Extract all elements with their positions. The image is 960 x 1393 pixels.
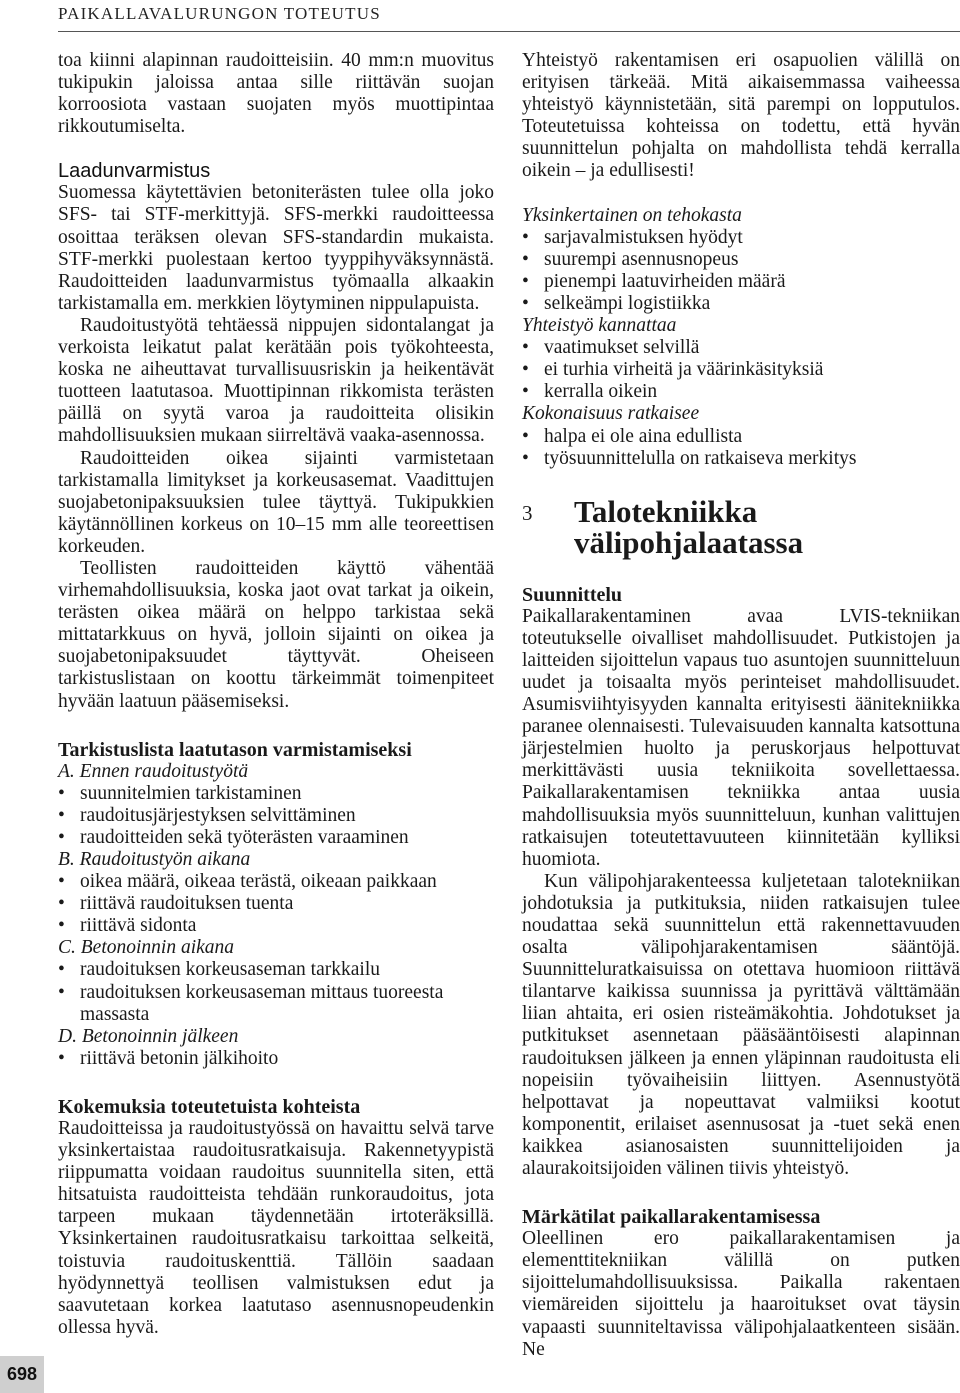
section-title: [574, 493, 804, 560]
bullet-list: [58, 1048, 494, 1070]
checklist-group-title: A. Ennen raudoitustyötä: [58, 760, 249, 782]
section-title-line: Talotekniikka: [574, 493, 758, 529]
bullet-list: [522, 337, 960, 403]
bullet-list: [522, 227, 960, 315]
right-column: [522, 50, 960, 1361]
checklist-group-title: B. Raudoitustyön aikana: [58, 849, 251, 870]
list-item: • pienempi laatuvirheiden määrä: [522, 271, 960, 293]
list-item: • raudoitusjärjestyksen selvittäminen: [58, 805, 494, 827]
checklist-group-title: C. Betonoinnin aikana: [58, 937, 235, 959]
list-item: • riittävä betonin jälkihoito: [58, 1048, 494, 1070]
list-item: • suurempi asennusnopeus: [522, 249, 960, 271]
paragraph: Raudoitteiden oikea sijainti varmistetaan tarkistamalla limitykset ja korkeusasemat. Vaadittujen suojabetonipaksuuksien tulee täyttyä. Tukipukkien käytännöllinen korkeus on 10–15 mm alle teoreettisen korkeuden.: [58, 447, 494, 557]
paragraph: Oleellinen ero paikallarakentamisen ja elementtitekniikan välillä on putken sijoittelumahdollisuuksissa. Paikalla rakentaen viemäreiden sijoittelu ja haaroitukset ovat täysin vapaasti suunniteltavissa välipohjalaatkenteen sisään. Ne: [522, 1228, 960, 1360]
bullet-list: [58, 871, 494, 937]
paragraph: Teollisten raudoitteiden käyttö vähentää virhemahdollisuuksia, koska jaot ovat tarkat ja oikein, terästen oikea määrä on helppo tarkistaa sekä mittatarkkuus on hyvä, jolloin sijainti on oikea ja suojabetonipaksuudet täyttyvät. Oheiseen tarkistuslistaan on koottu tärkeimmät toimenpiteet hyvään laatuun pääsemiseksi.: [58, 557, 494, 712]
list-item: • selkeämpi logistiikka: [522, 293, 960, 315]
list-item: • vaatimukset selvillä: [522, 337, 960, 359]
bullet-list: [58, 783, 494, 849]
summary-lists: [522, 205, 960, 470]
list-title: Kokonaisuus ratkaisee: [522, 403, 700, 425]
subheading-markatilat: Märkätilat paikallarakentamisessa: [522, 1206, 821, 1229]
paragraph: toa kiinni alapinnan raudoitteisiin. 40 mm:n muovitus tukipukin jaloissa antaa sille riittävän suojan korroosiota vastaan suojaten myös muottipintaa rikkoutumiselta.: [58, 50, 494, 138]
list-item: • raudoituksen korkeusaseman mittaus tuoreesta massasta: [58, 982, 494, 1026]
list-item: • sarjavalmistuksen hyödyt: [522, 227, 960, 249]
list-item: • kerralla oikein: [522, 381, 960, 403]
list-item: • suunnitelmien tarkistaminen: [58, 783, 494, 805]
subheading-kokemuksia: Kokemuksia toteutetuista kohteista: [58, 1095, 361, 1118]
subheading-suunnittelu: Suunnittelu: [522, 583, 623, 606]
running-header: PAIKALLAVALURUNGON TOTEUTUS: [58, 4, 381, 23]
list-item: • riittävä sidonta: [58, 915, 494, 937]
checklist: [58, 761, 494, 1070]
list-item: • työsuunnittelulla on ratkaiseva merkitys: [522, 448, 960, 470]
bullet-list: [522, 426, 960, 470]
list-item: • riittävä raudoituksen tuenta: [58, 893, 494, 915]
paragraph: Raudoitustyötä tehtäessä nippujen sidontalangat ja verkoista leikatut palat kerätään pois työkohteesta, koska ne aiheuttavat turvallisuusriskin ja heikentävät tuotteen laatutasoa. Muottipinnan rikkomista terästen päillä on syytä varoa ja raudoitteita olisikin mahdollisuuksien mukaan siirreltävä vaaka-asennossa.: [58, 314, 494, 447]
paragraph: Suomessa käytettävien betoniterästen tulee olla joko SFS- tai STF-merkittyjä. SFS-merkki raudoitteessa osoittaa teräksen olevan SFS-standardin mukaista. STF-merkki puolestaan kertoo tyyppihyväksynnästä. Raudoitteiden laadunvarmistus työmaalla alkaakin tarkistamalla em. merkkien löytyminen nippulapuista.: [58, 182, 494, 314]
header-rule: [58, 31, 960, 32]
checklist-group-title: D. Betonoinnin jälkeen: [58, 1025, 239, 1047]
bullet-list: [58, 959, 494, 1025]
list-title: Yhteistyö kannattaa: [522, 315, 677, 337]
left-column: [58, 50, 494, 1339]
paragraph: Paikallarakentaminen avaa LVIS-tekniikan toteutukselle oivalliset mahdollisuudet. Putkistojen ja laitteiden sijoittelun vapaus tuo asuntojen suunnitteluun uudet ja toisaalta myös perinteiset mahdollisuudet. Asumisviihtyisyyden kannalta erityisesti äänitekniikka paranee olennaisesti. Tulevaisuuden kannalta katsottuna järjestelmien huolto ja peruskorjaus helpottuvat merkittävästi uusia tekniikoita sovellettaessa. Paikallarakentamisen tekniikka antaa uusia mahdollisuuksia myös suunnitteluun, kunhan valittujen ratkaisujen toteutettavuuteen kiinnitetään kylliksi huomiota.: [522, 605, 960, 870]
checklist-heading: Tarkistuslista laatutason varmistamiseksi: [58, 738, 412, 761]
list-item: • raudoituksen korkeusaseman tarkkailu: [58, 959, 494, 981]
section-heading: [522, 493, 960, 560]
paragraph: Yhteistyö rakentamisen eri osapuolien välillä on erityisen tärkeää. Mitä aikaisemmassa vaiheessa yhteistyö käynnistetään, sitä parempi on lopputulos. Toteutetuissa kohteissa on todettu, että hyvän suunnittelun pohjalta on mahdollista tehdä kerralla oikein – ja edullisesti!: [522, 50, 960, 182]
paragraph: Raudoitteissa ja raudoitustyössä on havaittu selvä tarve yksinkertaistaa raudoitusratkaisuja. Rakennetyypistä riippumatta voidaan raudoitus suunnitella siten, että hitsatuista raudoitteista tehdään runkoraudoitus, jota tarpeen mukaan täydennetään irtoteräksillä. Yksinkertainen raudoitusratkaisu tarkoittaa selkeitä, toistuvia raudoituskenttiä. Tällöin saadaan hyödynnettyä teollisen valmistuksen edut ja saavutetaan korkea laatutaso asennusnopeudenkin ollessa hyvä.: [58, 1117, 494, 1338]
list-title: Yksinkertainen on tehokasta: [522, 204, 742, 226]
list-item: • ei turhia virheitä ja väärinkäsityksiä: [522, 359, 960, 381]
paragraph: Kun välipohjarakenteessa kuljetetaan talotekniikan johdotuksia ja putkituksia, niiden ratkaisujen tulee noudattaa sekä suunnittelun että rakennettavuuden osalta välipohjarakentamisen sääntöjä. Suunnitteluratkaisuissa on otettava huomioon riittävä tilantarve kaikissa suunnissa ja pyrittävä välttämään liian ahtaita, eri osien risteämäkohtia. Johdotukset ja putkitukset asennetaan pääsääntöisesti alapinnan raudoituksen jälkeen ja ennen yläpinnan raudoitusta eli nopeisiin työvaiheisiin liittyen. Asennustyötä helpottavat ja nopeuttavat valmiiksi kootut komponentit, erilaiset asennusosat ja -tuet sekä enen kaikkea asianosaisten suunnittelijoiden ja alaurakoitsijoiden välinen tiivis yhteistyö.: [522, 870, 960, 1180]
list-item: • raudoitteiden sekä työterästen varaaminen: [58, 827, 494, 849]
page-number: 698: [0, 1356, 44, 1393]
list-item: • oikea määrä, oikeaa terästä, oikeaan paikkaan: [58, 871, 494, 893]
list-item: • halpa ei ole aina edullista: [522, 426, 960, 448]
section-title-line: välipohjalaatassa: [574, 524, 804, 560]
subheading-laadunvarmistus: Laadunvarmistus: [58, 160, 211, 183]
section-number: 3: [522, 500, 533, 525]
